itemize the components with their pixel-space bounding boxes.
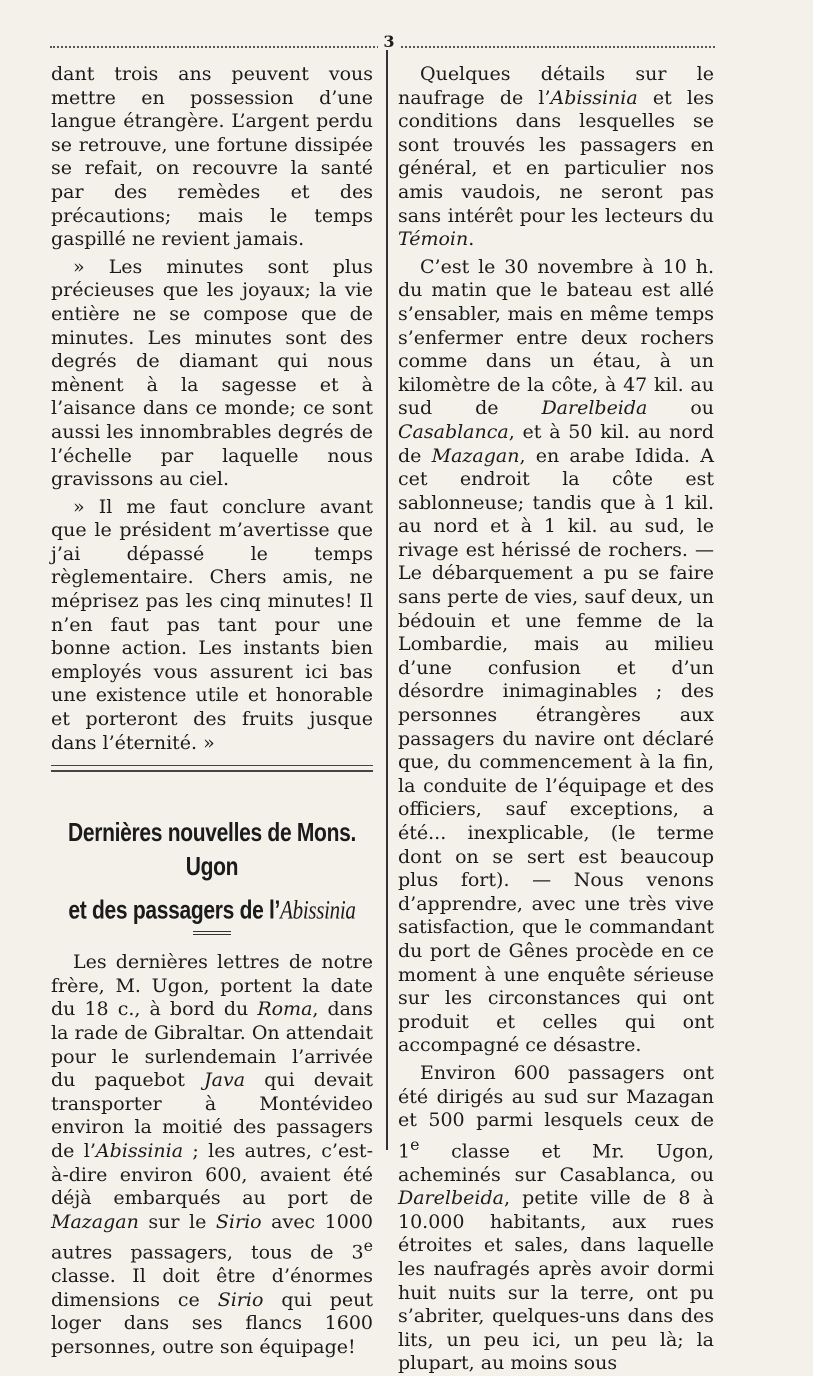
left-column [51,63,373,1360]
column-divider [386,50,388,1150]
headline-line-2-text: et des passagers de l’ [68,896,281,925]
article-text: classe et Mr. Ugon, acheminés sur Casablanca, ou [398,1140,714,1186]
article-text: . [468,228,475,251]
article-headline [51,816,373,927]
article-italic: Darelbeida [541,397,648,420]
left-paragraph-2: » Les minutes sont plus précieuses que les joyaux; la vie entière ne se compose que de minutes. Les minutes sont des degrés de diamant qui nous mènent à la sagesse et à l’aisance dans ce monde; ce sont aussi les innombrables degrés de l’échelle par laquelle nous gravissons au ciel. [51,255,373,491]
article-italic: Roma [257,998,313,1021]
article-italic: Casablanca [398,420,509,443]
article-italic: Abissinia [95,1139,184,1162]
article-italic: Darelbeida [398,1187,504,1210]
headline-line-2 [51,894,373,928]
article-italic: Témoin [398,228,469,251]
article-superscript: e [363,1236,373,1256]
article-text: , dans la rade de Gibraltar. On attendait pour le surlendemain l’arrivée du paquebot [51,998,373,1092]
left-paragraph-3: » Il me faut conclure avant que le président m’avertisse que j’ai dépassé le temps règlementaire. Chers amis, ne méprisez pas les cinq minutes! Il n’en faut pas tant pour une bonne action. Les instants bien employés vous assurent ici bas une existence utile et honorable et porteront des fruits jusque dans l’éternité. » [51,495,373,754]
right-paragraph-2 [398,256,714,1058]
article-text: , petite ville de 8 à 10.000 habitants, aux rues étroites et sales, dans laquelle les naufragés après avoir dormi huit nuits sur la terre, ont pu s’abriter, quelques-uns dans des lits, un peu ici, un peu là; la plupart, au moins sous [398,1187,714,1375]
article-text: Les dernières lettres de notre frère, M. Ugon, portent la date du 18 c., à bord du [51,951,373,1021]
article-italic: Mazagan [51,1210,139,1233]
article-text: qui devait transporter à Montévideo environ la moitié des passagers de l’ [51,1069,373,1162]
article-text: et les conditions dans lesquelles se sont trouvés les passagers en général, et en particulier nos amis vaudois, ne seront pas sans intérêt pour les lecteurs du [398,86,714,227]
right-column [398,63,714,1376]
right-paragraph-1 [398,63,714,252]
article-text: qui peut loger dans ses flancs 1600 personnes, outre son équipage! [51,1288,373,1359]
article-text: , en arabe Idida. A cet endroit la côte est sablonneuse; tandis que à 1 kil. au nord et à 1 kil. au sud, le rivage est hérissé de rochers. — Le débarquement a pu se faire sans perte de vies, sauf deux, un bédouin et une femme de la Lombardie, mais au milieu d’une confusion et d’un désordre inimaginables ; des personnes étrangères aux passagers du navire ont déclaré que, du commencement à la fin, la conduite de l’équipage et des officiers, sauf exceptions, a été... inexplicable, (le terme dont on se sert est beaucoup plus fort). — Nous venons d’apprendre, avec une très vive satisfaction, que le commandant du port de Gênes procède en ce moment à une enquête sérieuse sur les circonstances qui ont produit et celles qui ont accompagné ce désastre. [398,444,714,1057]
article-text: ou [647,397,715,420]
page-number: 3 [378,32,400,51]
article-text: classe. Il doit être d’énormes dimensions ce [51,1265,373,1311]
headline-separator [193,931,231,935]
article-italic: Sirio [217,1288,264,1311]
article-italic: Mazagan [431,444,520,467]
article-text: ; les autres, c’est-à-dire environ 600, avaient été déjà embarqués au port de [51,1139,373,1210]
headline-line-1: Dernières nouvelles de Mons. Ugon [67,818,357,882]
article-text: avec 1000 autres passagers, tous de 3 [51,1210,373,1264]
article-text: C’est le 30 novembre à 10 h. du matin que le bateau est allé s’ensabler, mais en même temps s’enfermer entre deux rochers comme dans un étau, à un kilomètre de la côte, à 47 kil. au sud de [398,255,714,420]
article-text: Quelques détails sur le naufrage de l’ [398,63,714,109]
article-text: Environ 600 passagers ont été dirigés au sud sur Mazagan et 500 parmi lesquels ceux de 1 [398,1061,714,1163]
right-paragraph-3 [398,1062,714,1376]
article-text: , et à 50 kil. au nord de [398,420,714,467]
article-end-rule [51,765,373,772]
headline-ship-name: Abissinia [280,894,356,925]
article-text: sur le [138,1210,216,1233]
article-italic: Sirio [215,1210,262,1233]
article-italic: Abissinia [550,86,638,109]
article-paragraph [51,951,373,1359]
left-paragraph-1: dant trois ans peuvent vous mettre en possession d’une langue étrangère. L’argent perdu se retrouve, une fortune dissipée se refait, on recouvre la santé par des remèdes et des précautions; mais le temps gaspillé ne revient jamais. [51,63,373,251]
article-superscript: e [410,1134,420,1154]
article-italic: Java [204,1069,246,1092]
